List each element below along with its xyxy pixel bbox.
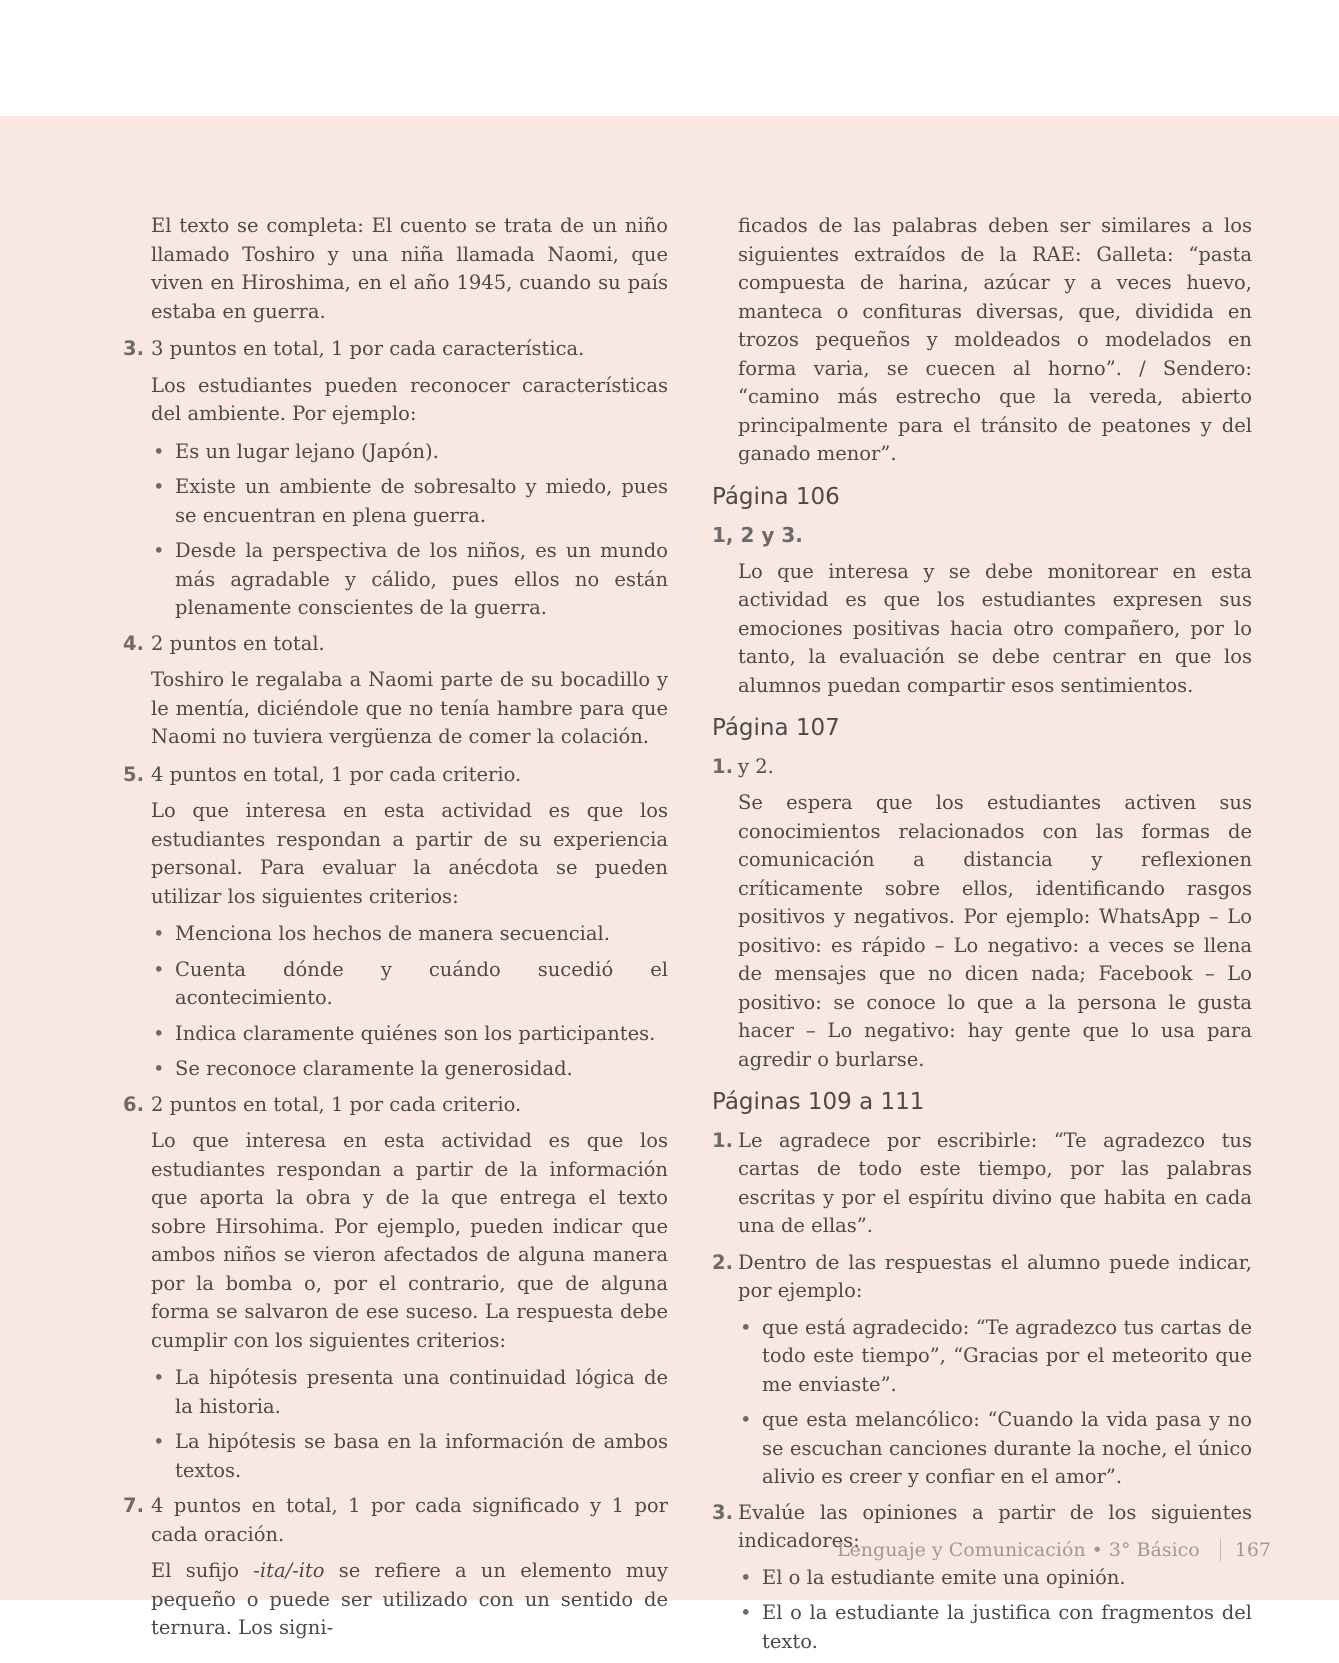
list-item: • El o la estudiante emite una opinión. bbox=[738, 1564, 1252, 1593]
bullet-icon: • bbox=[153, 922, 165, 945]
answer-text: 2 puntos en total, 1 por cada criterio. bbox=[151, 1092, 522, 1116]
right-column bbox=[710, 212, 1252, 1663]
bullet-icon: • bbox=[740, 1408, 752, 1431]
answer-109-2-bullets bbox=[738, 1314, 1252, 1492]
list-item: • Existe un ambiente de sobresalto y miedo, pues se encuentran en plena guerra. bbox=[153, 475, 668, 527]
answer-text: Dentro de las respuestas el alumno puede indicar, por ejemplo: bbox=[738, 1250, 1252, 1302]
bullet-icon: • bbox=[153, 475, 165, 498]
bullet-icon: • bbox=[740, 1601, 752, 1624]
bullet-icon: • bbox=[740, 1315, 752, 1339]
list-item: • que está agradecido: “Te agradezco tus cartas de todo este tiempo”, “Gracias por el meteorito que me enviaste”. bbox=[740, 1315, 1252, 1396]
answer-3-paragraph: Los estudiantes pueden reconocer características del ambiente. Por ejemplo: bbox=[151, 373, 668, 425]
answer-6-bullets bbox=[151, 1364, 668, 1485]
answer-6 bbox=[123, 1091, 668, 1120]
bullet-icon: • bbox=[153, 439, 165, 463]
bullet-icon: • bbox=[153, 1021, 165, 1045]
answer-number: 1. bbox=[712, 1128, 733, 1152]
answer-number: 6. bbox=[123, 1092, 144, 1116]
footer-subject: Lenguaje y Comunicación • 3° Básico bbox=[836, 1539, 1200, 1561]
answer-text: 4 puntos en total, 1 por cada criterio. bbox=[151, 762, 522, 786]
answer-text: Evalúe las opiniones a partir de los siguientes indicadores: bbox=[738, 1500, 1252, 1552]
list-item: • Es un lugar lejano (Japón). bbox=[151, 438, 668, 467]
page-number: 167 bbox=[1234, 1539, 1271, 1561]
bullet-icon: • bbox=[153, 957, 165, 981]
list-item: • La hipótesis se basa en la información de ambos textos. bbox=[153, 1430, 668, 1482]
footer-divider bbox=[1220, 1539, 1221, 1561]
answer-number: 4. bbox=[123, 631, 144, 655]
intro-paragraph: El texto se completa: El cuento se trata de un niño llamado Toshiro y una niña llamada Naomi, que viven en Hiroshima, en el año 1945, cuando su país estaba en guerra. bbox=[151, 214, 668, 323]
answer-number: 3. bbox=[712, 1500, 733, 1524]
paragraph-107: Se espera que los estudiantes activen sus conocimientos relacionados con las formas de comunicación a distancia y reflexionen críticamente sobre ellos, identificando rasgos positivos y negativos. Por ejemplo: WhatsApp – Lo positivo: es rápido – Lo negativo: a veces se llena de mensajes que no dicen nada; Facebook – Lo positivo: se conoce lo que a la persona le gusta hacer – Lo negativo: hay gente que lo usa para agredir o burlarse. bbox=[738, 791, 1252, 1071]
answer-6-paragraph: Lo que interesa en esta actividad es que los estudiantes respondan a partir de la información que aporta la obra y de la que entrega el texto sobre Hirsohima. Por ejemplo, pueden indicar que ambos niños se vieron afectados de alguna manera por la bomba o, por el contrario, que de alguna forma se salvaron de ese suceso. La respuesta debe cumplir con los siguientes criterios: bbox=[151, 1129, 668, 1352]
answer-text: 4 puntos en total, 1 por cada significado y 1 por cada oración. bbox=[151, 1494, 668, 1546]
list-item: • El o la estudiante la justifica con fragmentos del texto. bbox=[740, 1601, 1252, 1653]
answer-number: 1. bbox=[712, 754, 733, 778]
bullet-icon: • bbox=[153, 1430, 165, 1453]
list-item: • que esta melancólico: “Cuando la vida pasa y no se escuchan canciones durante la noche, el único alivio es creer y confiar en el amor”. bbox=[740, 1408, 1252, 1488]
page-footer bbox=[837, 1539, 1271, 1561]
left-column bbox=[123, 212, 668, 1652]
answer-number: 7. bbox=[123, 1494, 144, 1517]
answer-3 bbox=[123, 335, 668, 364]
bullet-icon: • bbox=[153, 1366, 165, 1389]
answer-number: 3. bbox=[123, 337, 144, 360]
bullet-icon: • bbox=[153, 539, 165, 562]
list-item: • Desde la perspectiva de los niños, es un mundo más agradable y cálido, pues ellos no están plenamente conscientes de la guerra. bbox=[153, 539, 668, 619]
answer-4-paragraph: Toshiro le regalaba a Naomi parte de su bocadillo y le mentía, diciéndole que no tenía hambre para que Naomi no tuviera vergüenza de comer la colación. bbox=[151, 668, 668, 748]
bullet-icon: • bbox=[153, 1057, 165, 1080]
answer-7-paragraph: El sufijo -ita/-ito se refiere a un elemento muy pequeño o puede ser utilizado con un sentido de ternura. Los signi- bbox=[151, 1559, 668, 1639]
section-heading-106: Página 106 bbox=[712, 483, 840, 510]
paragraph-106: Lo que interesa y se debe monitorear en esta actividad es que los estudiantes expresen sus emociones positivas hacia otro compañero, por lo tanto, la evaluación se debe centrar en que los alumnos puedan compartir esos sentimientos. bbox=[738, 559, 1252, 697]
answer-4 bbox=[123, 630, 668, 659]
list-item: • La hipótesis presenta una continuidad lógica de la historia. bbox=[153, 1366, 668, 1418]
section-heading-109: Páginas 109 a 111 bbox=[712, 1089, 925, 1115]
answer-5-bullets bbox=[151, 920, 668, 1084]
bullet-icon: • bbox=[740, 1565, 752, 1589]
answer-5-paragraph: Lo que interesa en esta actividad es que los estudiantes respondan a partir de su experiencia personal. Para evaluar la anécdota se pueden utilizar los siguientes criterios: bbox=[151, 799, 668, 908]
answer-109-2 bbox=[710, 1249, 1252, 1306]
answer-109-3-bullets bbox=[738, 1564, 1252, 1657]
answer-text: Le agradece por escribirle: “Te agradezco tus cartas de todo este tiempo, por las palabras escritas y por el espíritu divino que habita en cada una de ellas”. bbox=[738, 1128, 1252, 1237]
answer-label-106: 1, 2 y 3. bbox=[712, 523, 803, 547]
list-item: • Se reconoce claramente la generosidad. bbox=[151, 1055, 668, 1084]
answer-text: y 2. bbox=[738, 754, 774, 778]
answer-number: 2. bbox=[712, 1250, 733, 1274]
answer-107 bbox=[710, 753, 1252, 782]
answer-3-bullets bbox=[151, 438, 668, 623]
answer-5 bbox=[123, 761, 668, 790]
answer-text: 2 puntos en total. bbox=[151, 631, 325, 655]
answer-109-1 bbox=[710, 1127, 1252, 1241]
answer-7 bbox=[123, 1492, 668, 1549]
answer-number: 5. bbox=[123, 762, 144, 786]
suffix-italic: -ita/-ito bbox=[253, 1559, 325, 1582]
list-item: • Indica claramente quiénes son los participantes. bbox=[151, 1020, 668, 1049]
section-heading-107: Página 107 bbox=[712, 715, 840, 741]
list-item: • Menciona los hechos de manera secuencial. bbox=[151, 920, 668, 949]
answer-text: 3 puntos en total, 1 por cada característica. bbox=[151, 337, 585, 360]
continuation-paragraph: ficados de las palabras deben ser similares a los siguientes extraídos de la RAE: Galleta: “pasta compuesta de harina, azúcar y a veces huevo, manteca o confituras diversas, que, dividida en trozos pequeños y moldeados o modelados en forma varia, se cuecen al horno”. / Sendero: “camino más estrecho que la vereda, abierto principalmente para el tránsito de peatones y del ganado menor”. bbox=[738, 214, 1252, 465]
list-item: • Cuenta dónde y cuándo sucedió el acontecimiento. bbox=[153, 957, 668, 1009]
